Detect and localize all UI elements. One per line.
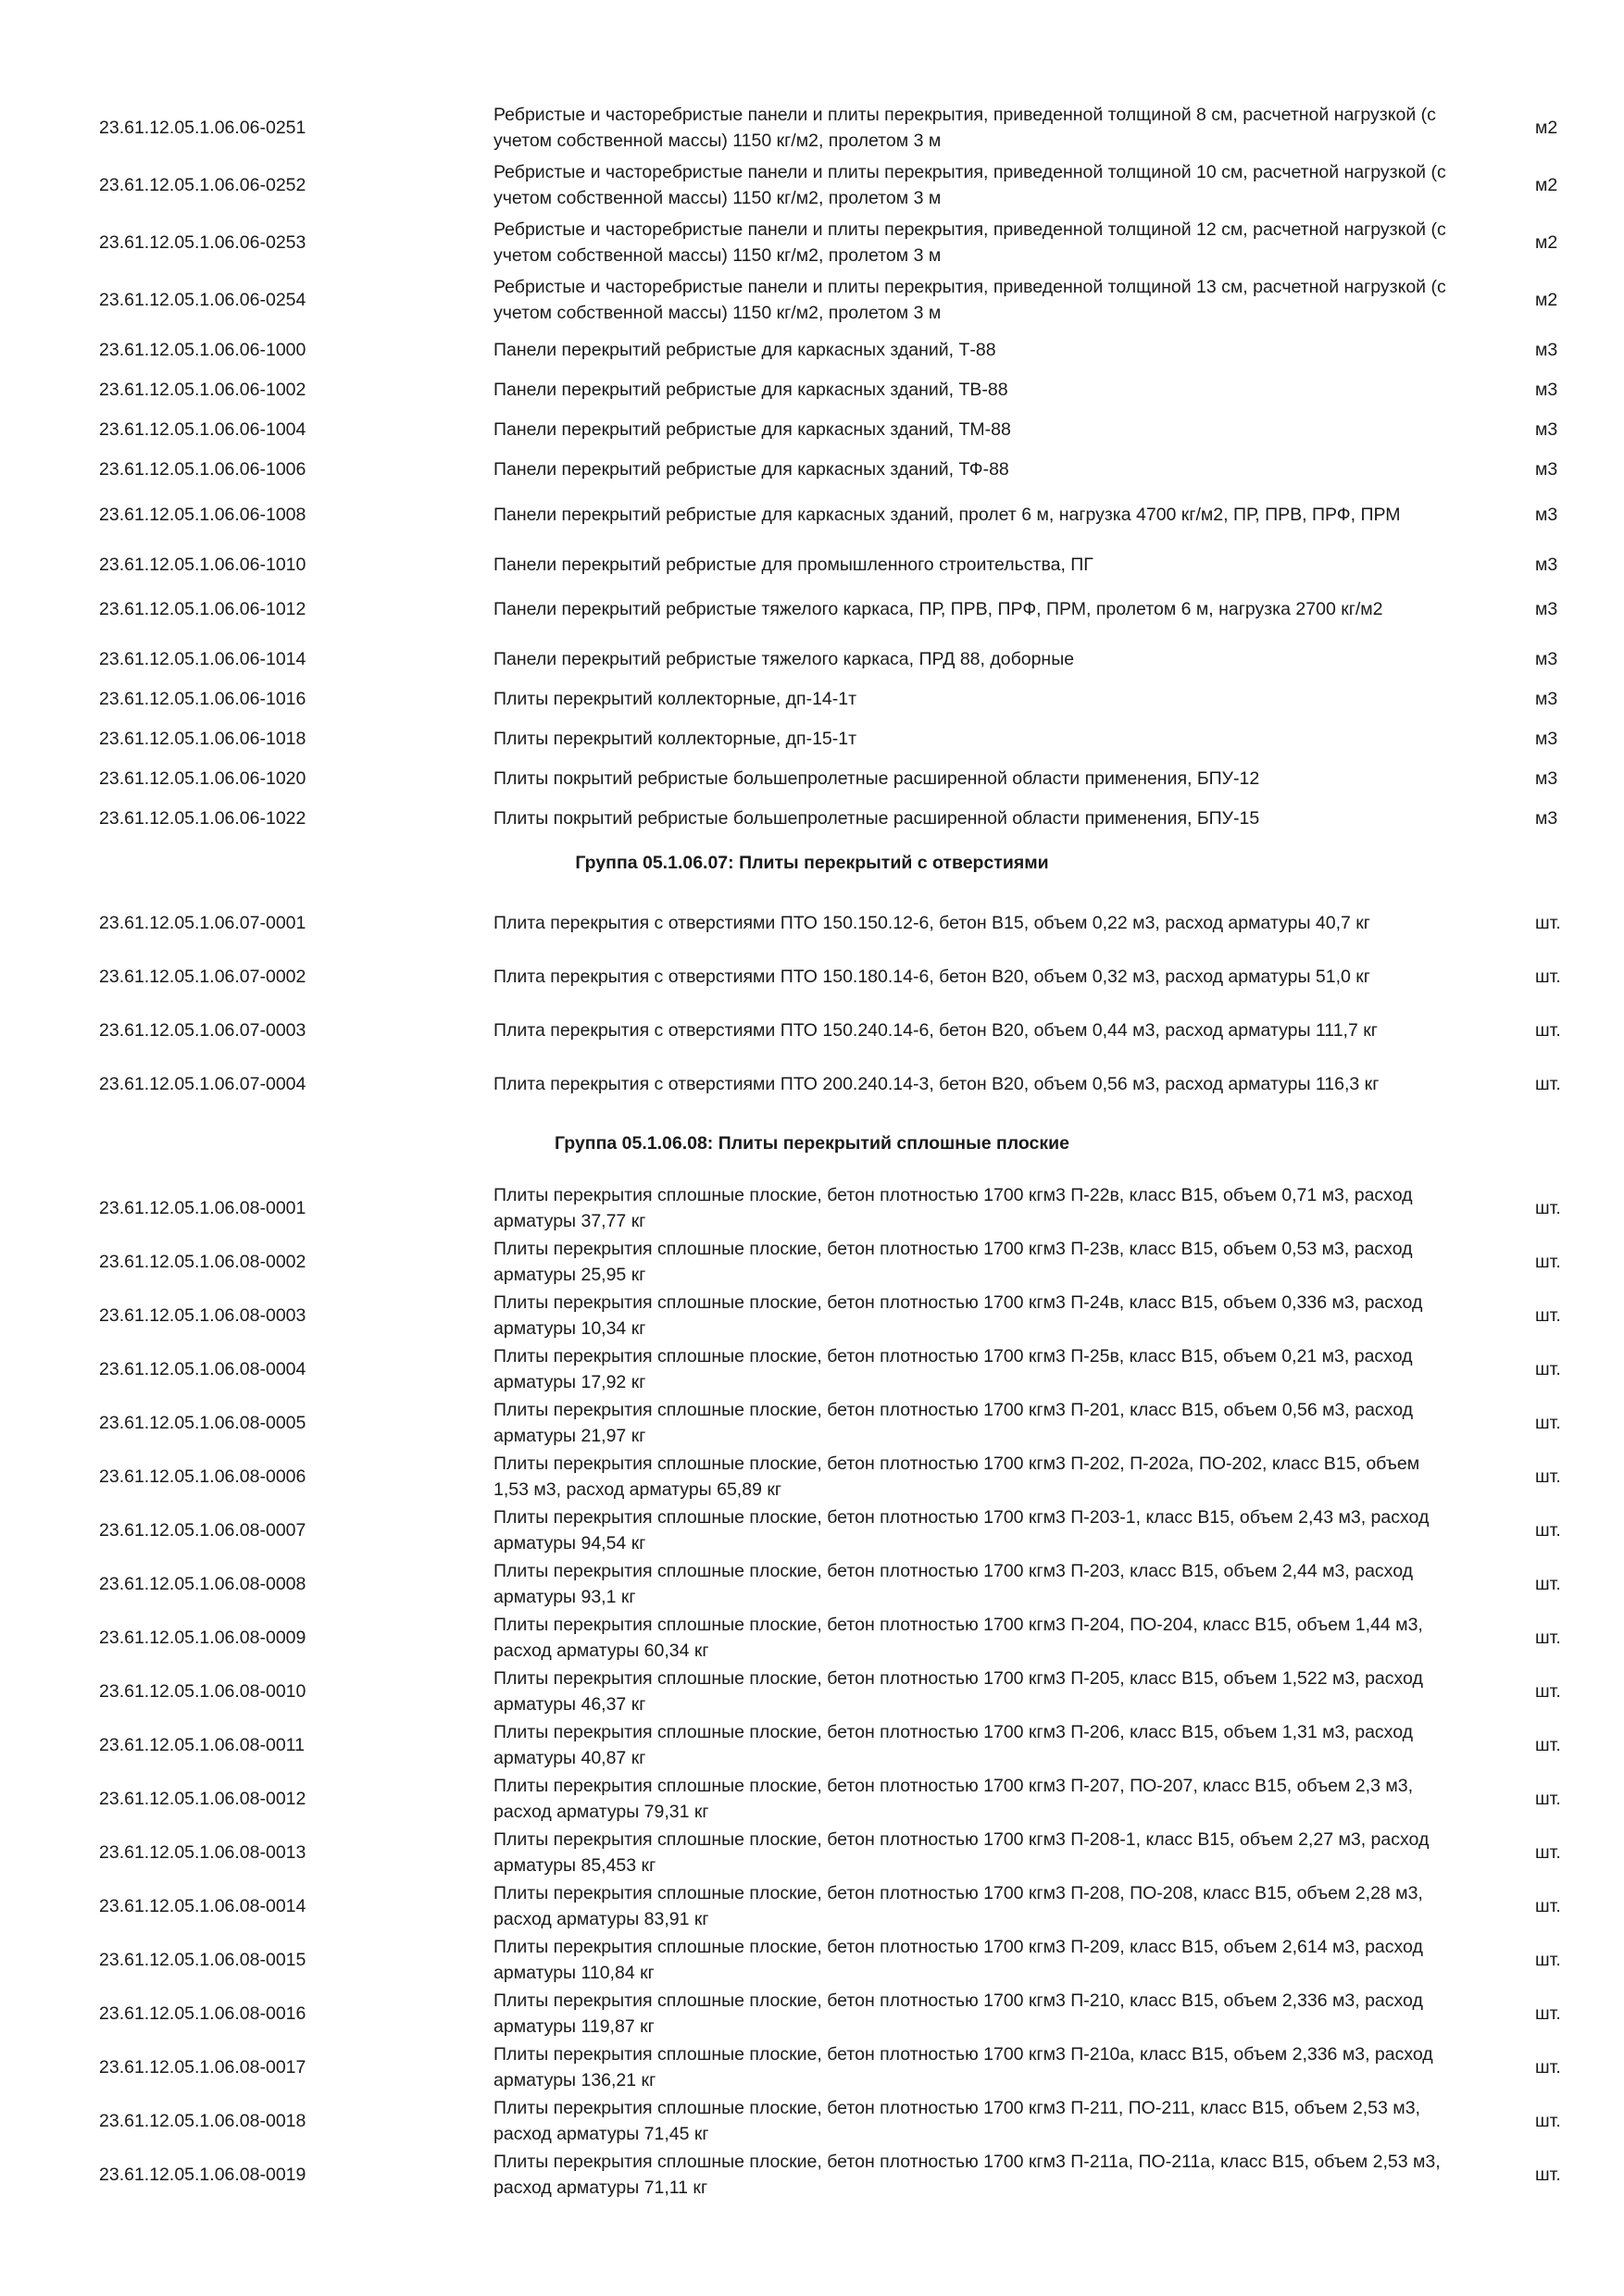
row-code: 23.61.12.05.1.06.06-0253 <box>99 231 306 253</box>
row-unit: м3 <box>1535 648 1558 669</box>
row-name: Плиты перекрытия сплошные плоские, бетон плотностью 1700 кгм3 П-209, класс В15, объем 2,614 м3, расход арматуры 110,84 кг <box>493 1937 1423 1983</box>
table-row <box>0 548 1624 581</box>
row-code: 23.61.12.05.1.06.08-0003 <box>99 1304 306 1326</box>
table-row <box>0 682 1624 716</box>
table-row <box>0 1771 1624 1827</box>
row-code: 23.61.12.05.1.06.06-0251 <box>99 117 306 138</box>
row-code: 23.61.12.05.1.06.08-0016 <box>99 2003 306 2024</box>
row-unit: шт. <box>1535 1895 1561 1916</box>
table-row <box>0 1449 1624 1504</box>
table-row <box>0 1503 1624 1558</box>
table-row <box>0 215 1624 270</box>
table-row <box>0 1288 1624 1343</box>
table-row <box>0 949 1624 1004</box>
table-row <box>0 802 1624 835</box>
row-code: 23.61.12.05.1.06.06-0254 <box>99 289 306 310</box>
row-code: 23.61.12.05.1.06.07-0002 <box>99 966 306 987</box>
row-name: Панели перекрытий ребристые для каркасных зданий, ТМ-88 <box>493 419 1011 440</box>
row-name: Плиты перекрытия сплошные плоские, бетон плотностью 1700 кгм3 П-210, класс В15, объем 2,336 м3, расход арматуры 119,87 кг <box>493 1990 1423 2037</box>
row-code: 23.61.12.05.1.06.08-0011 <box>99 1734 305 1755</box>
row-code: 23.61.12.05.1.06.06-1018 <box>99 728 306 749</box>
row-code: 23.61.12.05.1.06.08-0005 <box>99 1412 306 1433</box>
row-name: Ребристые и часторебристые панели и плиты перекрытия, приведенной толщиной 8 см, расчетной нагрузкой (с учетом собственной массы) 1150 кг/м2, пролетом 3 м <box>493 105 1436 151</box>
table-row <box>0 1825 1624 1880</box>
row-name: Ребристые и часторебристые панели и плиты перекрытия, приведенной толщиной 10 см, расчетной нагрузкой (с учетом собственной массы) 1150 кг/м2, пролетом 3 м <box>493 162 1446 208</box>
row-code: 23.61.12.05.1.06.08-0019 <box>99 2164 306 2185</box>
row-name: Плиты перекрытия сплошные плоские, бетон плотностью 1700 кгм3 П-25в, класс В15, объем 0,21 м3, расход арматуры 17,92 кг <box>493 1346 1413 1392</box>
row-unit: шт. <box>1535 1358 1561 1379</box>
row-code: 23.61.12.05.1.06.06-1022 <box>99 807 306 829</box>
group-heading-05-1-06-07: Группа 05.1.06.07: Плиты перекрытий с отверстиями <box>575 853 1049 873</box>
row-name: Плиты перекрытия сплошные плоские, бетон плотностью 1700 кгм3 П-208, ПО-208, класс В15, объем 2,28 м3, расход арматуры 83,91 кг <box>493 1883 1423 1929</box>
table-row <box>0 413 1624 446</box>
row-unit: шт. <box>1535 1197 1561 1218</box>
row-name: Плиты перекрытия сплошные плоские, бетон плотностью 1700 кгм3 П-206, класс В15, объем 1,31 м3, расход арматуры 40,87 кг <box>493 1722 1413 1768</box>
row-code: 23.61.12.05.1.06.08-0007 <box>99 1519 306 1541</box>
row-name: Плиты перекрытия сплошные плоские, бетон плотностью 1700 кгм3 П-22в, класс В15, объем 0,71 м3, расход арматуры 37,77 кг <box>493 1185 1413 1231</box>
row-code: 23.61.12.05.1.06.08-0006 <box>99 1466 306 1487</box>
row-name: Плиты перекрытия сплошные плоские, бетон плотностью 1700 кгм3 П-203-1, класс В15, объем 2,43 м3, расход арматуры 94,54 кг <box>493 1507 1430 1554</box>
row-unit: шт. <box>1535 1519 1561 1541</box>
row-unit: шт. <box>1535 1734 1561 1755</box>
row-unit: м3 <box>1535 418 1558 440</box>
table-row <box>0 643 1624 676</box>
table-row <box>0 487 1624 543</box>
table-row <box>0 895 1624 951</box>
row-unit: шт. <box>1535 1627 1561 1648</box>
row-name: Плиты перекрытия сплошные плоские, бетон плотностью 1700 кгм3 П-208-1, класс В15, объем 2,27 м3, расход арматуры 85,453 кг <box>493 1829 1430 1876</box>
row-unit: м3 <box>1535 504 1558 525</box>
row-unit: шт. <box>1535 1841 1561 1863</box>
row-code: 23.61.12.05.1.06.06-1020 <box>99 767 306 789</box>
table-row <box>0 1341 1624 1397</box>
row-name: Плиты перекрытия сплошные плоские, бетон плотностью 1700 кгм3 П-211а, ПО-211а, класс В15, объем 2,53 м3, расход арматуры 71,11 кг <box>493 2152 1441 2198</box>
row-unit: шт. <box>1535 966 1561 987</box>
row-name: Плиты перекрытия сплошные плоские, бетон плотностью 1700 кгм3 П-202, П-202а, ПО-202, класс В15, объем 1,53 м3, расход арматуры 65,89 кг <box>493 1454 1420 1500</box>
row-name: Плиты перекрытия сплошные плоские, бетон плотностью 1700 кгм3 П-204, ПО-204, класс В15, объем 1,44 м3, расход арматуры 60,34 кг <box>493 1615 1423 1661</box>
row-name: Плиты перекрытия сплошные плоские, бетон плотностью 1700 кгм3 П-205, класс В15, объем 1,522 м3, расход арматуры 46,37 кг <box>493 1668 1423 1715</box>
row-code: 23.61.12.05.1.06.07-0001 <box>99 912 306 933</box>
row-code: 23.61.12.05.1.06.06-1010 <box>99 554 306 575</box>
row-name: Плиты покрытий ребристые большепролетные расширенной области применения, БПУ-12 <box>493 768 1260 789</box>
table-row <box>0 1664 1624 1719</box>
row-name: Панели перекрытий ребристые для каркасных зданий, Т-88 <box>493 340 996 360</box>
row-unit: шт. <box>1535 1412 1561 1433</box>
row-name: Панели перекрытий ребристые для каркасных зданий, ТВ-88 <box>493 380 1008 400</box>
row-name: Плиты перекрытия сплошные плоские, бетон плотностью 1700 кгм3 П-23в, класс В15, объем 0,53 м3, расход арматуры 25,95 кг <box>493 1239 1413 1285</box>
row-unit: шт. <box>1535 1573 1561 1594</box>
row-unit: м2 <box>1535 174 1558 195</box>
row-code: 23.61.12.05.1.06.06-1016 <box>99 688 306 709</box>
row-name: Панели перекрытий ребристые тяжелого каркаса, ПР, ПРВ, ПРФ, ПРМ, пролетом 6 м, нагрузка 2700 кг/м2 <box>493 599 1383 619</box>
row-unit: м3 <box>1535 767 1558 789</box>
table-row <box>0 453 1624 486</box>
row-unit: м3 <box>1535 458 1558 480</box>
row-unit: м3 <box>1535 379 1558 400</box>
row-name: Плиты покрытий ребристые большепролетные расширенной области применения, БПУ-15 <box>493 808 1260 829</box>
table-row <box>0 762 1624 795</box>
table-row <box>0 1056 1624 1112</box>
row-unit: м3 <box>1535 339 1558 360</box>
table-row <box>0 272 1624 328</box>
row-unit: шт. <box>1535 2056 1561 2078</box>
row-code: 23.61.12.05.1.06.08-0004 <box>99 1358 306 1379</box>
row-name: Плиты перекрытий коллекторные, дп-15-1т <box>493 729 857 749</box>
table-row <box>0 1234 1624 1290</box>
table-row <box>0 2147 1624 2202</box>
row-code: 23.61.12.05.1.06.06-1002 <box>99 379 306 400</box>
table-row <box>0 1003 1624 1058</box>
row-unit: шт. <box>1535 1680 1561 1702</box>
row-unit: шт. <box>1535 2164 1561 2185</box>
row-code: 23.61.12.05.1.06.07-0003 <box>99 1019 306 1041</box>
row-code: 23.61.12.05.1.06.08-0008 <box>99 1573 306 1594</box>
table-row <box>0 1556 1624 1612</box>
row-name: Ребристые и часторебристые панели и плиты перекрытия, приведенной толщиной 13 см, расчетной нагрузкой (с учетом собственной массы) 1150 кг/м2, пролетом 3 м <box>493 277 1446 323</box>
row-name: Плиты перекрытия сплошные плоские, бетон плотностью 1700 кгм3 П-201, класс В15, объем 0,56 м3, расход арматуры 21,97 кг <box>493 1400 1413 1446</box>
group-heading-05-1-06-08: Группа 05.1.06.08: Плиты перекрытий сплошные плоские <box>555 1133 1069 1154</box>
row-name: Плиты перекрытий коллекторные, дп-14-1т <box>493 689 857 709</box>
table-row <box>0 1180 1624 1236</box>
table-row <box>0 333 1624 367</box>
row-code: 23.61.12.05.1.06.06-1014 <box>99 648 306 669</box>
row-code: 23.61.12.05.1.06.06-0252 <box>99 174 306 195</box>
row-code: 23.61.12.05.1.06.08-0014 <box>99 1895 306 1916</box>
row-code: 23.61.12.05.1.06.06-1008 <box>99 504 306 525</box>
row-unit: м3 <box>1535 728 1558 749</box>
table-row <box>0 100 1624 156</box>
row-name: Ребристые и часторебристые панели и плиты перекрытия, приведенной толщиной 12 см, расчетной нагрузкой (с учетом собственной массы) 1150 кг/м2, пролетом 3 м <box>493 219 1446 266</box>
row-unit: шт. <box>1535 1304 1561 1326</box>
row-code: 23.61.12.05.1.06.08-0012 <box>99 1788 306 1809</box>
table-row <box>0 1610 1624 1666</box>
row-code: 23.61.12.05.1.06.08-0015 <box>99 1949 306 1970</box>
row-unit: м2 <box>1535 117 1558 138</box>
table-row <box>0 1986 1624 2041</box>
row-name: Панели перекрытий ребристые тяжелого каркаса, ПРД 88, доборные <box>493 649 1075 669</box>
row-name: Плиты перекрытия сплошные плоские, бетон плотностью 1700 кгм3 П-211, ПО-211, класс В15, объем 2,53 м3, расход арматуры 71,45 кг <box>493 2098 1420 2144</box>
row-unit: шт. <box>1535 2110 1561 2131</box>
table-row <box>0 2040 1624 2095</box>
row-name: Плита перекрытия с отверстиями ПТО 150.180.14-6, бетон В20, объем 0,32 м3, расход арматуры 51,0 кг <box>493 967 1370 987</box>
row-unit: м3 <box>1535 807 1558 829</box>
row-code: 23.61.12.05.1.06.08-0013 <box>99 1841 306 1863</box>
row-name: Панели перекрытий ребристые для промышленного строительства, ПГ <box>493 555 1093 575</box>
table-row <box>0 2093 1624 2149</box>
row-name: Плита перекрытия с отверстиями ПТО 150.240.14-6, бетон В20, объем 0,44 м3, расход арматуры 111,7 кг <box>493 1020 1378 1041</box>
table-row <box>0 1395 1624 1451</box>
table-row <box>0 1717 1624 1773</box>
row-code: 23.61.12.05.1.06.08-0002 <box>99 1251 306 1272</box>
row-name: Панели перекрытий ребристые для каркасных зданий, ТФ-88 <box>493 459 1009 480</box>
row-code: 23.61.12.05.1.06.08-0017 <box>99 2056 306 2078</box>
table-row <box>0 157 1624 213</box>
table-row <box>0 373 1624 406</box>
row-code: 23.61.12.05.1.06.08-0001 <box>99 1197 306 1218</box>
row-unit: шт. <box>1535 1073 1561 1094</box>
table-row <box>0 1932 1624 1988</box>
table-row <box>0 1878 1624 1934</box>
row-name: Плиты перекрытия сплошные плоские, бетон плотностью 1700 кгм3 П-210а, класс В15, объем 2,336 м3, расход арматуры 136,21 кг <box>493 2044 1433 2090</box>
row-code: 23.61.12.05.1.06.08-0009 <box>99 1627 306 1648</box>
row-unit: м3 <box>1535 554 1558 575</box>
table-row <box>0 581 1624 637</box>
row-name: Плиты перекрытия сплошные плоские, бетон плотностью 1700 кгм3 П-203, класс В15, объем 2,44 м3, расход арматуры 93,1 кг <box>493 1561 1413 1607</box>
row-code: 23.61.12.05.1.06.08-0010 <box>99 1680 306 1702</box>
row-unit: шт. <box>1535 2003 1561 2024</box>
row-code: 23.61.12.05.1.06.06-1000 <box>99 339 306 360</box>
table-row <box>0 722 1624 755</box>
row-code: 23.61.12.05.1.06.06-1012 <box>99 598 306 619</box>
row-unit: шт. <box>1535 1019 1561 1041</box>
row-code: 23.61.12.05.1.06.06-1004 <box>99 418 306 440</box>
row-unit: м2 <box>1535 231 1558 253</box>
row-unit: м3 <box>1535 598 1558 619</box>
row-unit: шт. <box>1535 1949 1561 1970</box>
row-code: 23.61.12.05.1.06.07-0004 <box>99 1073 306 1094</box>
row-unit: м2 <box>1535 289 1558 310</box>
row-code: 23.61.12.05.1.06.06-1006 <box>99 458 306 480</box>
row-unit: шт. <box>1535 1788 1561 1809</box>
row-unit: шт. <box>1535 912 1561 933</box>
row-name: Плита перекрытия с отверстиями ПТО 150.150.12-6, бетон В15, объем 0,22 м3, расход арматуры 40,7 кг <box>493 913 1370 933</box>
row-name: Плиты перекрытия сплошные плоские, бетон плотностью 1700 кгм3 П-24в, класс В15, объем 0,336 м3, расход арматуры 10,34 кг <box>493 1292 1423 1339</box>
row-code: 23.61.12.05.1.06.08-0018 <box>99 2110 306 2131</box>
row-unit: шт. <box>1535 1466 1561 1487</box>
row-unit: шт. <box>1535 1251 1561 1272</box>
row-name: Плита перекрытия с отверстиями ПТО 200.240.14-3, бетон В20, объем 0,56 м3, расход арматуры 116,3 кг <box>493 1074 1380 1094</box>
row-name: Плиты перекрытия сплошные плоские, бетон плотностью 1700 кгм3 П-207, ПО-207, класс В15, объем 2,3 м3, расход арматуры 79,31 кг <box>493 1776 1414 1822</box>
row-unit: м3 <box>1535 688 1558 709</box>
row-name: Панели перекрытий ребристые для каркасных зданий, пролет 6 м, нагрузка 4700 кг/м2, ПР, ПРВ, ПРФ, ПРМ <box>493 505 1401 525</box>
